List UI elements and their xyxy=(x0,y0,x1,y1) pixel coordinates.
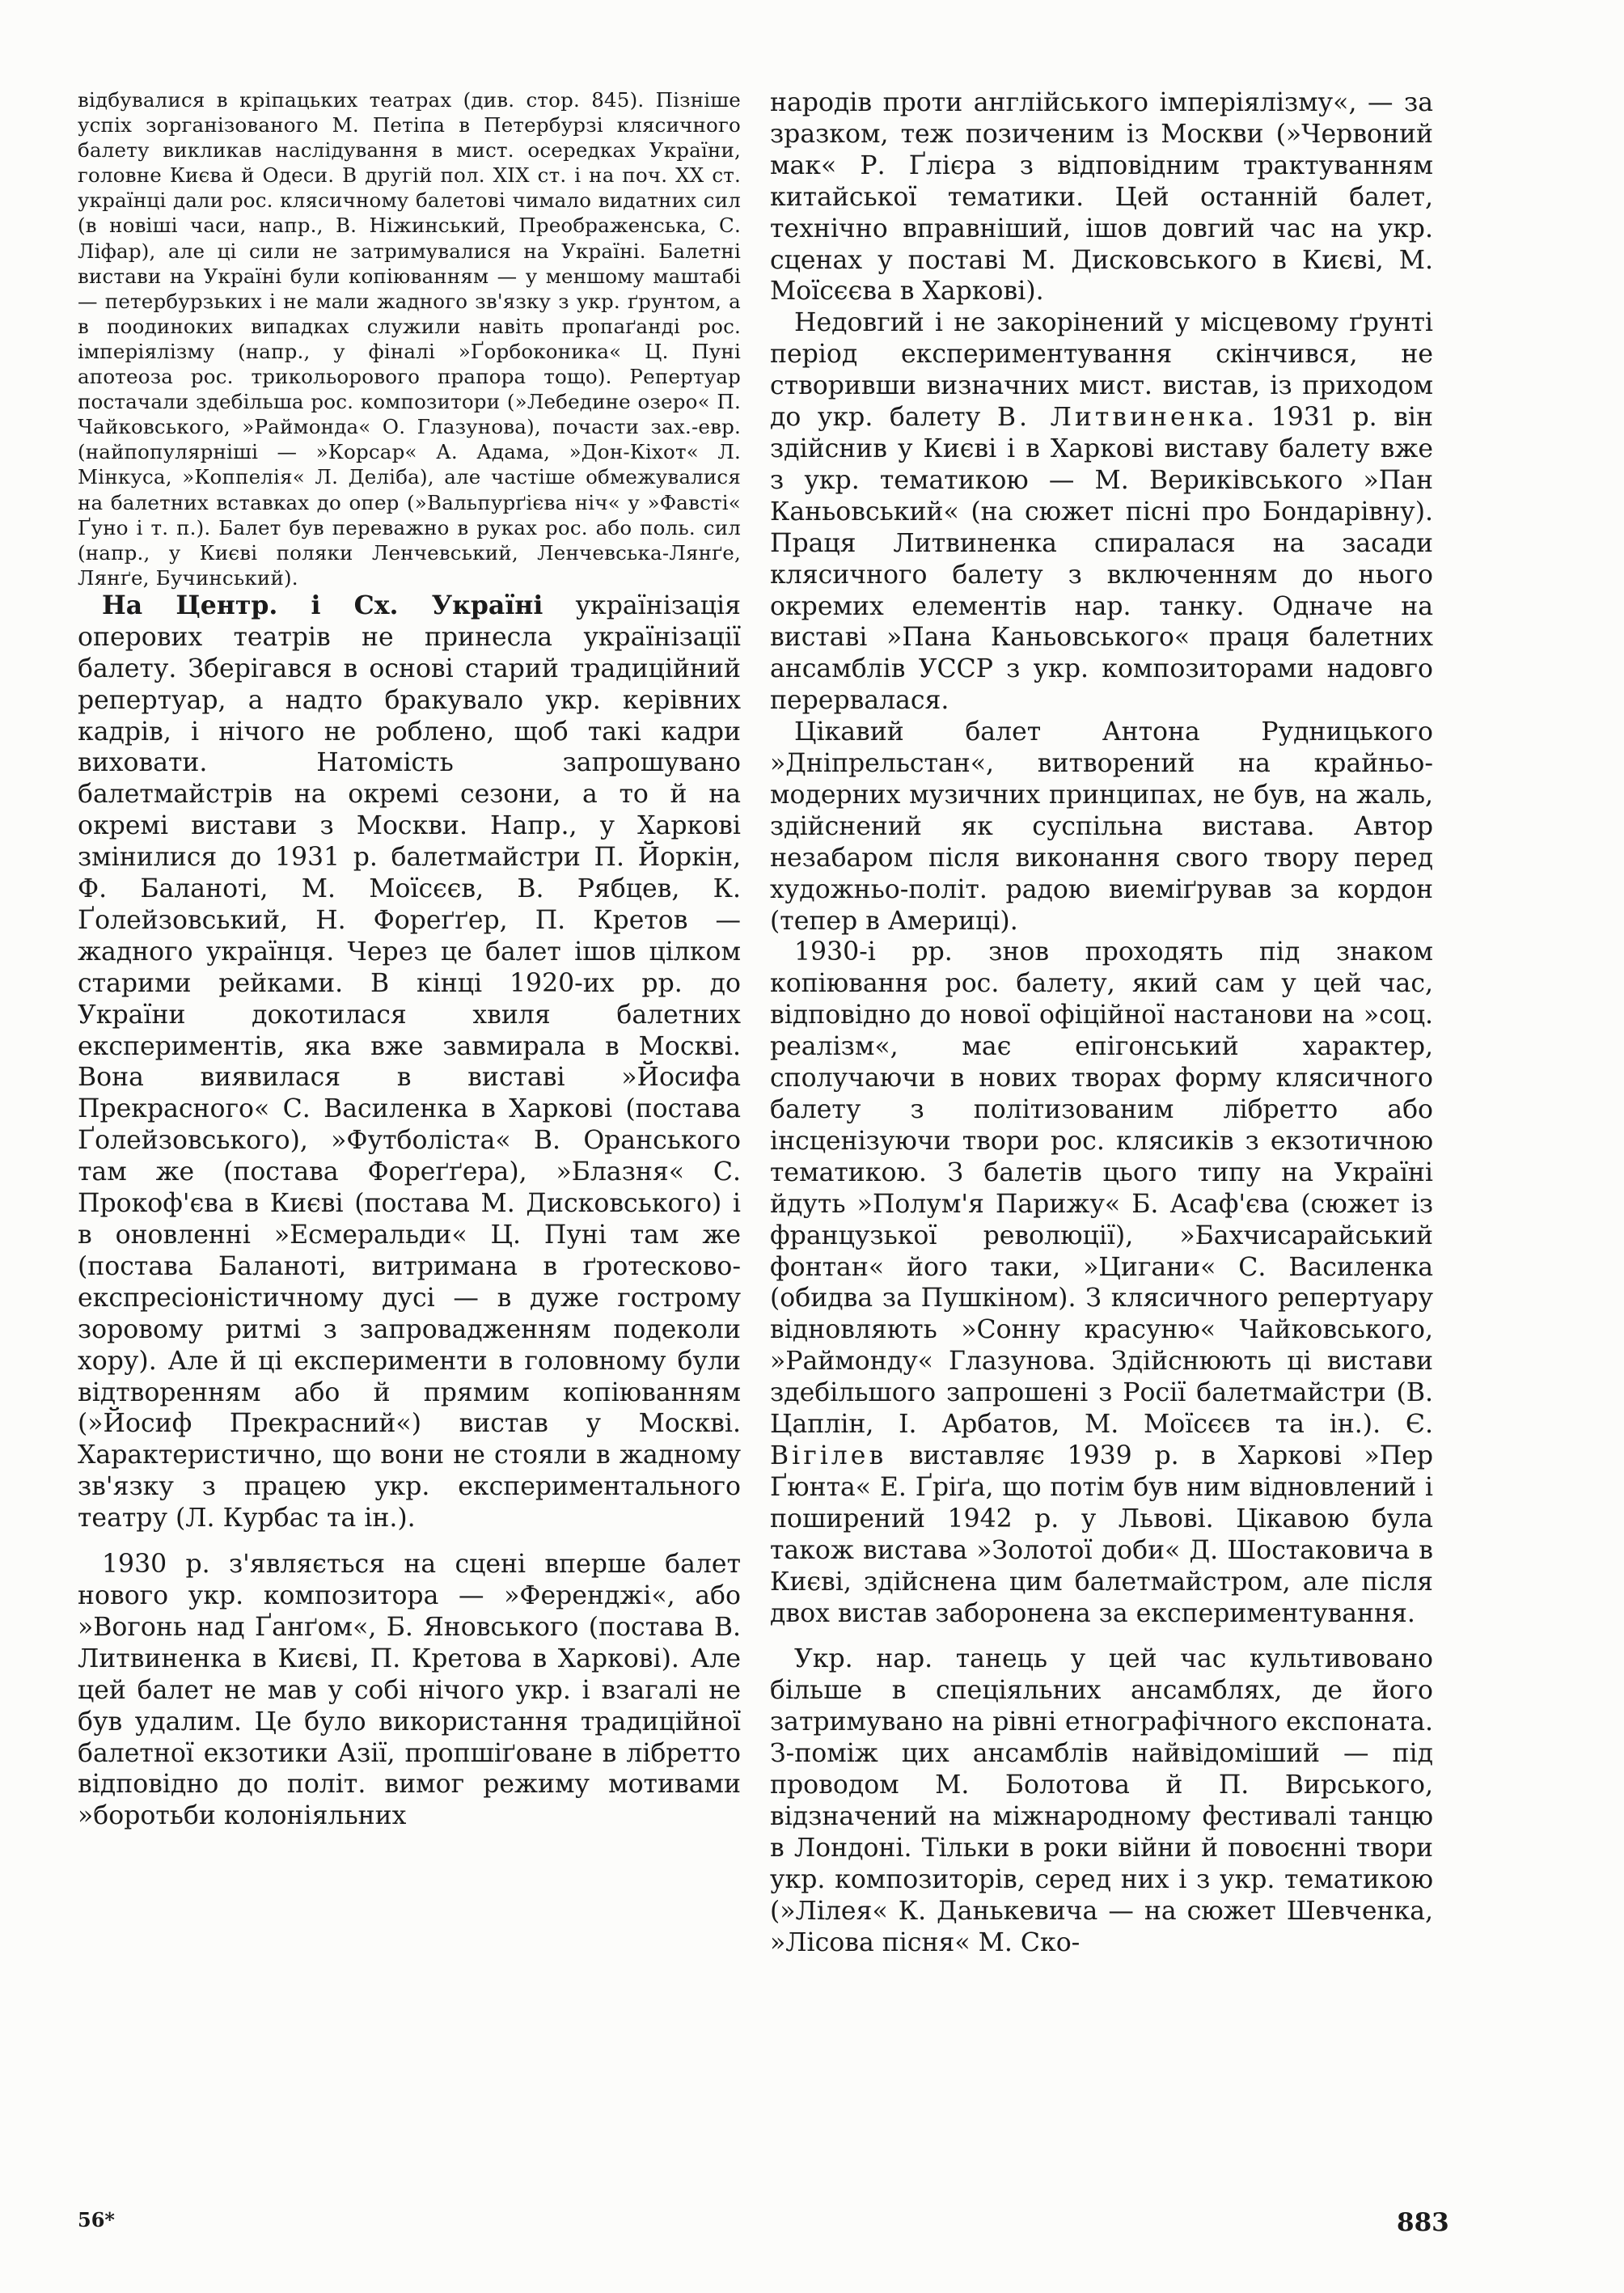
left-paragraph-2-body: українізація оперових театрів не принесла українізації балету. Зберігався в основі старий традиційний репертуар, а надто бракувало укр. керівних кадрів, і нічого не роблено, щоб такі кадри виховати. Натомість запрошувано балетмайстрів на окремі сезони, а то й на окремі вистави з Москви. Напр., у Харкові змінилися до 1931 р. балетмайстри П. Йоркін, Ф. Баланоті, М. Моїсєєв, В. Рябцев, К. Ґолейзовський, Н. Фореґґер, П. Кретов — жадного українця. Через це балет ішов цілком старими рейками. В кінці 1920-их рр. до України докотилася хвиля балетних експериментів, яка вже завмирала в Москві. Вона виявилася в виставі »Йосифа Прекрасного« С. Василенка в Харкові (постава Ґолейзовського), »Футболіста« В. Оранського там же (постава Фореґґера), »Блазня« С. Прокоф'єва в Києві (постава М. Дисковського) і в оновленні »Есмеральди« Ц. Пуні там же (постава Баланоті, витримана в ґротесково-експресіоністичному дусі — в дуже гострому зоровому ритмі з запровадженням подеколи хору). Але й ці експерименти в головному були відтворенням або й прямим копіюванням (»Йосиф Прекрасний«) вистав у Москві. Характеристично, що вони не стояли в жадному зв'язку з працею укр. експериментального театру (Л. Курбас та ін.). xyxy=(78,590,741,1534)
name-lytvynenko: В. Литвиненка xyxy=(996,403,1247,433)
right-paragraph-4 xyxy=(770,937,1433,1629)
left-paragraph-3: 1930 р. з'являється на сцені вперше балет нового укр. композитора — »Ференджі«, або »Вогонь над Ґанґом«, Б. Яновського (постава В. Литвиненка в Києві, П. Кретова в Харкові). Але цей балет не мав у собі нічого укр. і взагалі не був удалим. Це було використання традиційної балетної екзотики Азії, пропшіґоване в лібретто відповідно до політ. вимог режиму мотивами »боротьби колоніяльних xyxy=(78,1550,741,1831)
name-vihilev: Вігілев xyxy=(770,1441,887,1470)
left-paragraph-2 xyxy=(78,590,741,1534)
right-paragraph-4-end: виставляє 1939 р. в Харкові »Пер Ґюнта« Е. Ґріґа, що потім був ним відновлений і поширений 1942 р. у Львові. Цікавою була також вистава »Золотої доби« Д. Шостаковича в Києві, здійснена цим балетмайстром, але після двох вистав заборонена за експериментування. xyxy=(770,1441,1433,1628)
left-paragraph-1: відбувалися в кріпацьких театрах (див. стор. 845). Пізніше успіх зорганізованого М. Петіпа в Петербурзі клясичного балету викликав наслідування в мист. осередках України, головне Києва й Одеси. В другій пол. XIX ст. і на поч. XX ст. українці дали рос. клясичному балетові чимало видатних сил (в новіші часи, напр., В. Ніжинський, Преображенська, С. Ліфар), але ці сили не затримувалися на Україні. Балетні вистави на Україні були копіюванням — у меншому маштабі — петербурзьких і не мали жадного зв'язку з укр. ґрунтом, а в поодиноких випадках служили навіть пропаґанді рос. імперіялізму (напр., у фіналі »Ґорбоконика« Ц. Пуні апотеоза рос. трикольорового прапора тощо). Репертуар постачали здебільша рос. композитори (»Лебедине озеро« П. Чайковського, »Раймонда« О. Глазунова), почасти зах.-евр. (найпопулярніші — »Корсар« А. Адама, »Дон-Кіхот« Л. Мінкуса, »Коппелія« Л. Деліба), але частіше обмежувалися на балетних вставках до опер (»Вальпурґієва ніч« у »Фавсті« Ґуно і т. п.). Балет був переважно в руках рос. або поль. сил (напр., у Києві поляки Ленчевський, Ленчевська-Лянґе, Лянґе, Бучинський). xyxy=(78,88,741,590)
page-number: 883 xyxy=(1397,2208,1449,2237)
right-column xyxy=(770,87,1433,1958)
right-paragraph-2-start: Недовгий і не закорінений у місцевому ґрунті період експериментування скінчився, не створивши визначних мист. вистав, із приходом до укр. балету xyxy=(770,308,1433,433)
right-paragraph-2-end: . 1931 р. він здійснив у Києві і в Харкові виставу балету вже з укр. тематикою — М. Вериківського »Пан Каньовський« (на сюжет пісні про Бондарівну). Праця Литвиненка спиралася на засади клясичного балету з включенням до нього окремих елементів нар. танку. Одначе на виставі »Пана Каньовського« праця балетних ансамблів УССР з укр. композиторами надовго перервалася. xyxy=(770,403,1434,716)
section-lead-central-eastern-ukraine: На Центр. і Сх. Україні xyxy=(102,590,543,620)
right-paragraph-3: Цікавий балет Антона Рудницького »Дніпрельстан«, витворений на крайньо-модерних музичних принципах, не був, на жаль, здійснений як суспільна вистава. Автор незабаром після виконання свого твору перед художньо-політ. радою виеміґрував за кордон (тепер в Америці). xyxy=(770,717,1433,936)
right-paragraph-2 xyxy=(770,307,1433,717)
right-paragraph-1: народів проти англійського імперіялізму«, — за зразком, теж позиченим із Москви (»Червоний мак« Р. Ґлієра з відповідним трактуванням китайської тематики. Цей останній балет, технічно вправніший, ішов довгий час на укр. сценах у поставі М. Дисковського в Києві, М. Моїсєєва в Харкові). xyxy=(770,88,1433,307)
right-paragraph-5: Укр. нар. танець у цей час культивовано більше в спеціяльних ансамблях, де його затримувано на рівні етнографічного експоната. З-поміж цих ансамблів найвідоміший — під проводом М. Болотова й П. Вирського, відзначений на міжнародному фестивалі танцю в Лондоні. Тільки в роки війни й повоєнні твори укр. композиторів, серед них і з укр. тематикою (»Лілея« К. Данькевича — на сюжет Шевченка, »Лісова пісня« М. Ско- xyxy=(770,1644,1433,1957)
left-column xyxy=(78,87,741,1832)
right-paragraph-4-start: 1930-і рр. знов проходять під знаком копіювання рос. балету, який сам у цей час, відповідно до нової офіційної настанови на »соц. реалізм«, має епігонський характер, сполучаючи в нових творах форму клясичного балету з політизованим лібретто або інсценізуючи твори рос. клясиків з екзотичною тематикою. З балетів цього типу на Україні йдуть »Полум'я Парижу« Б. Асаф'єва (сюжет із французької революції), »Бахчисарайський фонтан« його таки, »Цигани« С. Василенка (обидва за Пушкіном). З клясичного репертуару відновляють »Сонну красуню« Чайковського, »Раймонду« Глазунова. Здійснюють ці вистави здебільшого запрошені з Росії балетмайстри (В. Цаплін, І. Арбатов, М. Моїсєєв та ін.). Є. xyxy=(770,937,1433,1440)
signature-mark: 56* xyxy=(78,2208,115,2232)
